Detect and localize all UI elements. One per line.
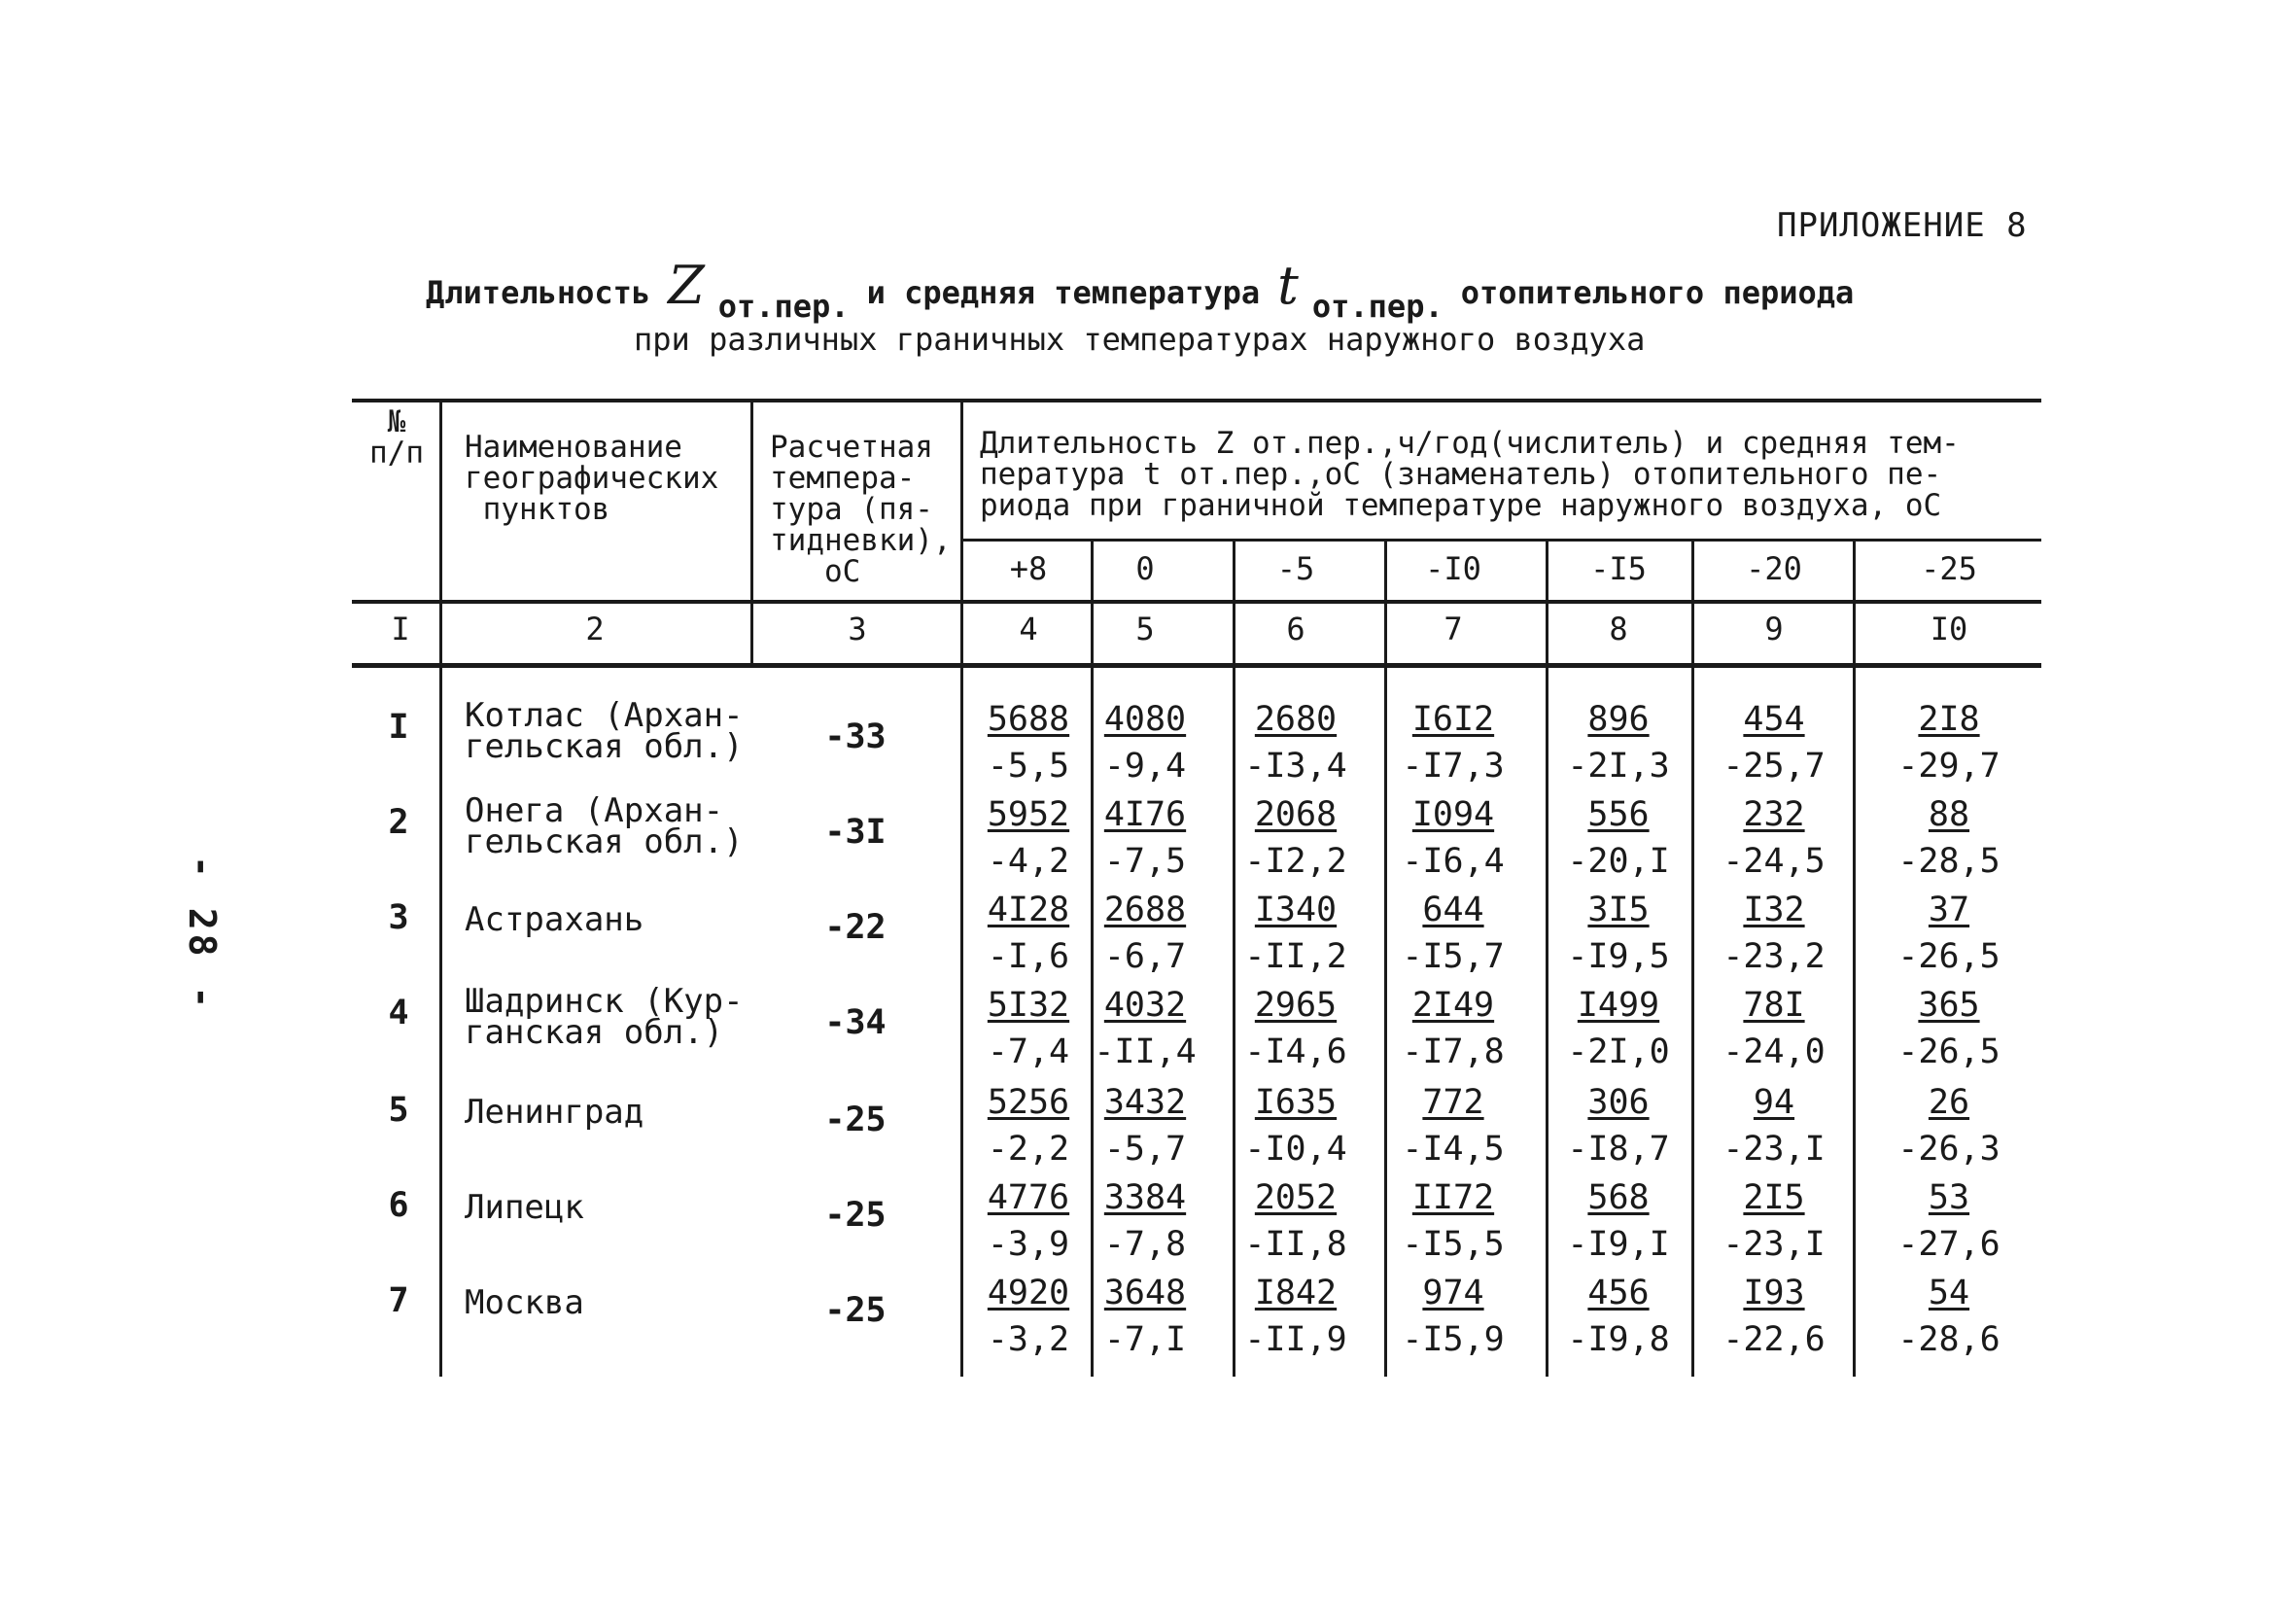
document-title: [426, 255, 1855, 325]
duration-value: 2680: [1254, 700, 1338, 739]
place-name: Астрахань: [465, 900, 644, 939]
appendix-label: ПРИЛОЖЕНИЕ 8: [1777, 206, 2028, 245]
boundary-temp-header: -20: [1746, 550, 1802, 587]
column-number: 6: [1286, 611, 1305, 647]
duration-value: 78I: [1743, 986, 1805, 1025]
mean-temperature-value: -I4,6: [1244, 1032, 1347, 1071]
duration-value: 4I76: [1103, 795, 1187, 834]
header-calc-temperature: Расчетная темпера- тура (пя- тидневки), оС: [770, 430, 952, 589]
mean-temperature-value: -6,7: [1103, 937, 1187, 976]
duration-value: I6I2: [1411, 700, 1495, 739]
duration-value: I340: [1254, 891, 1338, 929]
duration-value: 772: [1422, 1083, 1484, 1122]
duration-value: 3384: [1103, 1178, 1187, 1217]
calc-temperature: -3I: [824, 813, 887, 852]
title-duration-symbol: Z: [668, 255, 705, 316]
place-name: Липецк: [465, 1188, 584, 1227]
mean-temperature-value: -2,2: [987, 1130, 1070, 1169]
duration-value: 2068: [1254, 795, 1338, 834]
mean-temperature-value: -II,2: [1244, 937, 1347, 976]
mean-temperature-value: -2I,3: [1567, 747, 1670, 786]
mean-temperature-value: -I7,3: [1402, 747, 1505, 786]
place-name: Ленинград: [465, 1093, 644, 1132]
place-name: Шадринск (Кур- ганская обл.): [465, 982, 744, 1052]
table-subheader-rule: [962, 539, 2041, 542]
calc-temperature: -34: [824, 1003, 887, 1042]
duration-value: 4776: [987, 1178, 1070, 1217]
table-vline: [750, 399, 753, 663]
mean-temperature-value: -I,6: [987, 937, 1070, 976]
duration-value: 3648: [1103, 1274, 1187, 1312]
title-temperature-symbol: t: [1277, 255, 1299, 316]
mean-temperature-value: -I5,5: [1402, 1225, 1505, 1264]
row-number: 5: [388, 1091, 409, 1130]
table-colnum-rule: [352, 663, 2041, 668]
header-place-name: Наименование географических пунктов: [465, 430, 719, 527]
mean-temperature-value: -I9,8: [1567, 1320, 1670, 1359]
row-number: 7: [388, 1281, 409, 1320]
calc-temperature: -25: [824, 1196, 887, 1235]
mean-temperature-value: -I7,8: [1402, 1032, 1505, 1071]
place-name: Онега (Архан- гельская обл.): [465, 791, 744, 861]
row-number: 4: [388, 994, 409, 1032]
duration-value: 644: [1422, 891, 1484, 929]
duration-value: I93: [1743, 1274, 1805, 1312]
duration-value: 5I32: [987, 986, 1070, 1025]
mean-temperature-value: -5,5: [987, 747, 1070, 786]
mean-temperature-value: -5,7: [1103, 1130, 1187, 1169]
mean-temperature-value: -I4,5: [1402, 1130, 1505, 1169]
mean-temperature-value: -23,I: [1722, 1130, 1826, 1169]
column-number: 7: [1444, 611, 1463, 647]
mean-temperature-value: -20,I: [1567, 842, 1670, 881]
duration-value: 4920: [987, 1274, 1070, 1312]
duration-value: 456: [1587, 1274, 1650, 1312]
header-number: № п/п: [369, 404, 424, 471]
mean-temperature-value: -I8,7: [1567, 1130, 1670, 1169]
calc-temperature: -33: [824, 717, 887, 756]
mean-temperature-value: -I9,5: [1567, 937, 1670, 976]
mean-temperature-value: -2I,0: [1567, 1032, 1670, 1071]
table-header-rule: [352, 600, 2041, 604]
mean-temperature-value: -7,5: [1103, 842, 1187, 881]
column-number: 4: [1019, 611, 1038, 647]
boundary-temp-header: +8: [1009, 550, 1048, 587]
duration-value: 2I8: [1918, 700, 1980, 739]
place-name: Москва: [465, 1283, 584, 1322]
mean-temperature-value: -II,9: [1244, 1320, 1347, 1359]
mean-temperature-value: -27,6: [1897, 1225, 2000, 1264]
mean-temperature-value: -28,6: [1897, 1320, 2000, 1359]
duration-value: 974: [1422, 1274, 1484, 1312]
duration-value: I635: [1254, 1083, 1338, 1122]
duration-value: 4I28: [987, 891, 1070, 929]
duration-value: 2688: [1103, 891, 1187, 929]
table-vline: [439, 399, 442, 1377]
duration-value: I32: [1743, 891, 1805, 929]
duration-value: I842: [1254, 1274, 1338, 1312]
mean-temperature-value: -I6,4: [1402, 842, 1505, 881]
mean-temperature-value: -II,8: [1244, 1225, 1347, 1264]
row-number: I: [388, 708, 409, 747]
mean-temperature-value: -I0,4: [1244, 1130, 1347, 1169]
mean-temperature-value: -9,4: [1103, 747, 1187, 786]
row-number: 2: [388, 803, 409, 842]
boundary-temp-header: 0: [1135, 550, 1155, 587]
calc-temperature: -25: [824, 1291, 887, 1330]
mean-temperature-value: -3,2: [987, 1320, 1070, 1359]
mean-temperature-value: -3,9: [987, 1225, 1070, 1264]
duration-value: 26: [1928, 1083, 1970, 1122]
mean-temperature-value: -II,4: [1094, 1032, 1197, 1071]
duration-value: 896: [1587, 700, 1650, 739]
duration-value: 3I5: [1587, 891, 1650, 929]
title-subscript-2: от.пер.: [1311, 288, 1444, 325]
column-number: I: [391, 611, 410, 647]
mean-temperature-value: -7,I: [1103, 1320, 1187, 1359]
mean-temperature-value: -I3,4: [1244, 747, 1347, 786]
place-name: Котлас (Архан- гельская обл.): [465, 696, 744, 766]
column-number: I0: [1930, 611, 1968, 647]
duration-value: 454: [1743, 700, 1805, 739]
mean-temperature-value: -26,3: [1897, 1130, 2000, 1169]
mean-temperature-value: -7,8: [1103, 1225, 1187, 1264]
duration-value: 2052: [1254, 1178, 1338, 1217]
duration-value: 232: [1743, 795, 1805, 834]
mean-temperature-value: -23,2: [1722, 937, 1826, 976]
duration-value: 556: [1587, 795, 1650, 834]
mean-temperature-value: -24,5: [1722, 842, 1826, 881]
duration-value: 54: [1928, 1274, 1970, 1312]
duration-value: 2965: [1254, 986, 1338, 1025]
duration-value: 2I5: [1743, 1178, 1805, 1217]
duration-value: 4080: [1103, 700, 1187, 739]
boundary-temp-header: -I5: [1590, 550, 1647, 587]
duration-value: 94: [1753, 1083, 1795, 1122]
duration-value: 365: [1918, 986, 1980, 1025]
table-vline: [1691, 539, 1694, 1377]
duration-value: 306: [1587, 1083, 1650, 1122]
column-number: 3: [848, 611, 867, 647]
mean-temperature-value: -I5,7: [1402, 937, 1505, 976]
duration-value: 53: [1928, 1178, 1970, 1217]
mean-temperature-value: -26,5: [1897, 1032, 2000, 1071]
boundary-temp-header: -25: [1921, 550, 1977, 587]
calc-temperature: -25: [824, 1101, 887, 1139]
mean-temperature-value: -I5,9: [1402, 1320, 1505, 1359]
duration-value: 568: [1587, 1178, 1650, 1217]
mean-temperature-value: -22,6: [1722, 1320, 1826, 1359]
column-number: 2: [585, 611, 605, 647]
mean-temperature-value: -25,7: [1722, 747, 1826, 786]
duration-value: 5688: [987, 700, 1070, 739]
header-duration-group: Длительность Z от.пер.,ч/год(числитель) и средняя тем- пература t от.пер.,оС (знаменатель) отопительного пе- риода при граничной температуре наружного воздуха, оС: [980, 426, 1960, 523]
title-part-1: Длительность: [426, 274, 651, 311]
duration-value: I094: [1411, 795, 1495, 834]
title-part-3: отопительного периода: [1460, 274, 1855, 311]
mean-temperature-value: -7,4: [987, 1032, 1070, 1071]
mean-temperature-value: -26,5: [1897, 937, 2000, 976]
column-number: 8: [1609, 611, 1628, 647]
mean-temperature-value: -23,I: [1722, 1225, 1826, 1264]
duration-value: 2I49: [1411, 986, 1495, 1025]
title-subscript-1: от.пер.: [717, 288, 850, 325]
mean-temperature-value: -I2,2: [1244, 842, 1347, 881]
duration-value: 5256: [987, 1083, 1070, 1122]
duration-value: 88: [1928, 795, 1970, 834]
mean-temperature-value: -28,5: [1897, 842, 2000, 881]
table-vline: [1853, 539, 1856, 1377]
boundary-temp-header: -I0: [1425, 550, 1481, 587]
column-number: 5: [1135, 611, 1155, 647]
row-number: 3: [388, 898, 409, 937]
duration-value: 4032: [1103, 986, 1187, 1025]
duration-value: II72: [1411, 1178, 1495, 1217]
mean-temperature-value: -4,2: [987, 842, 1070, 881]
calc-temperature: -22: [824, 908, 887, 947]
page-number: - 28 -: [181, 856, 224, 1013]
mean-temperature-value: -29,7: [1897, 747, 2000, 786]
row-number: 6: [388, 1186, 409, 1225]
title-part-2: и средняя температура: [866, 274, 1261, 311]
mean-temperature-value: -I9,I: [1567, 1225, 1670, 1264]
mean-temperature-value: -24,0: [1722, 1032, 1826, 1071]
duration-value: 37: [1928, 891, 1970, 929]
duration-value: 3432: [1103, 1083, 1187, 1122]
document-title-line2: при различных граничных температурах наружного воздуха: [634, 321, 1646, 358]
duration-value: I499: [1577, 986, 1660, 1025]
boundary-temp-header: -5: [1276, 550, 1315, 587]
duration-value: 5952: [987, 795, 1070, 834]
table-top-rule: [352, 399, 2041, 402]
column-number: 9: [1764, 611, 1784, 647]
